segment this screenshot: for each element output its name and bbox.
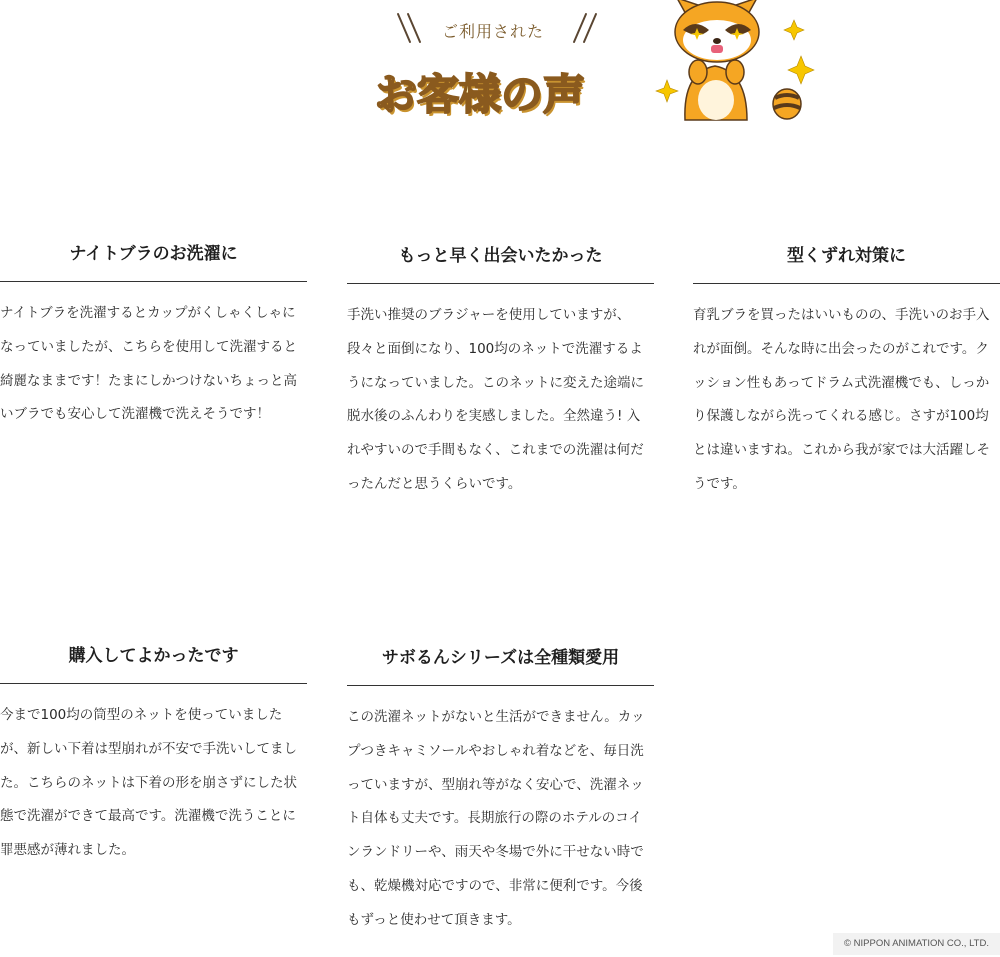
section-header [0, 0, 1000, 140]
review-card [347, 644, 654, 938]
sparkle-icon [784, 20, 804, 40]
review-title: 型くずれ対策に [693, 242, 1000, 284]
review-body: 手洗い推奨のブラジャーを使用していますが、段々と面倒になり、100均のネットで洗濯するようになっていました。このネットに変えた途端に脱水後のふんわりを実感しました。全然違う! 入れやすいので手間もなく、これまでの洗濯は何だったんだと思うくらいです。 [347, 307, 644, 492]
raccoon-mascot-icon [655, 0, 815, 125]
section-subtitle: ご利用された [442, 22, 545, 41]
copyright-notice: © NIPPON ANIMATION CO., LTD. [833, 933, 1000, 955]
review-body: この洗濯ネットがないと生活ができません。カップつきキャミソールやおしゃれ着などを、毎日洗っていますが、型崩れ等がなく安心で、洗濯ネット自体も丈夫です。長期旅行の際のホテルのコインランドリーや、雨天や冬場で外に干せない時でも、乾燥機対応ですので、非常に便利です。今後もずっと使わせて頂きます。 [347, 709, 645, 928]
review-card [0, 240, 307, 432]
section-title: お客様の声 [375, 70, 586, 119]
sparkle-icon [788, 56, 814, 84]
review-title: もっと早く出会いたかった [347, 242, 654, 284]
left-accent-lines-icon [396, 12, 428, 48]
review-card [693, 242, 1000, 502]
review-card [0, 642, 307, 868]
review-body: 今まで100均の筒型のネットを使っていましたが、新しい下着は型崩れが不安で手洗いしてました。こちらのネットは下着の形を崩さずにした状態で洗濯ができて最高です。洗濯機で洗うことに罪悪感が薄れました。 [0, 707, 297, 859]
right-accent-lines-icon [568, 12, 600, 48]
sparkle-icon [656, 80, 678, 102]
review-body: 育乳ブラを買ったはいいものの、手洗いのお手入れが面倒。そんな時に出会ったのがこれです。クッション性もあってドラム式洗濯機でも、しっかり保護しながら洗ってくれる感じ。さすが100均とは違いますね。これから我が家では大活躍しそうです。 [693, 307, 990, 492]
review-title: ナイトブラのお洗濯に [0, 240, 307, 282]
review-card [347, 242, 654, 502]
review-body: ナイトブラを洗濯するとカップがくしゃくしゃになっていましたが、こちらを使用して洗濯すると綺麗なままです！たまにしかつけないちょっと高いブラでも安心して洗濯機で洗えそうです！ [0, 305, 297, 423]
review-title: サボるんシリーズは全種類愛用 [347, 644, 654, 686]
review-title: 購入してよかったです [0, 642, 307, 684]
